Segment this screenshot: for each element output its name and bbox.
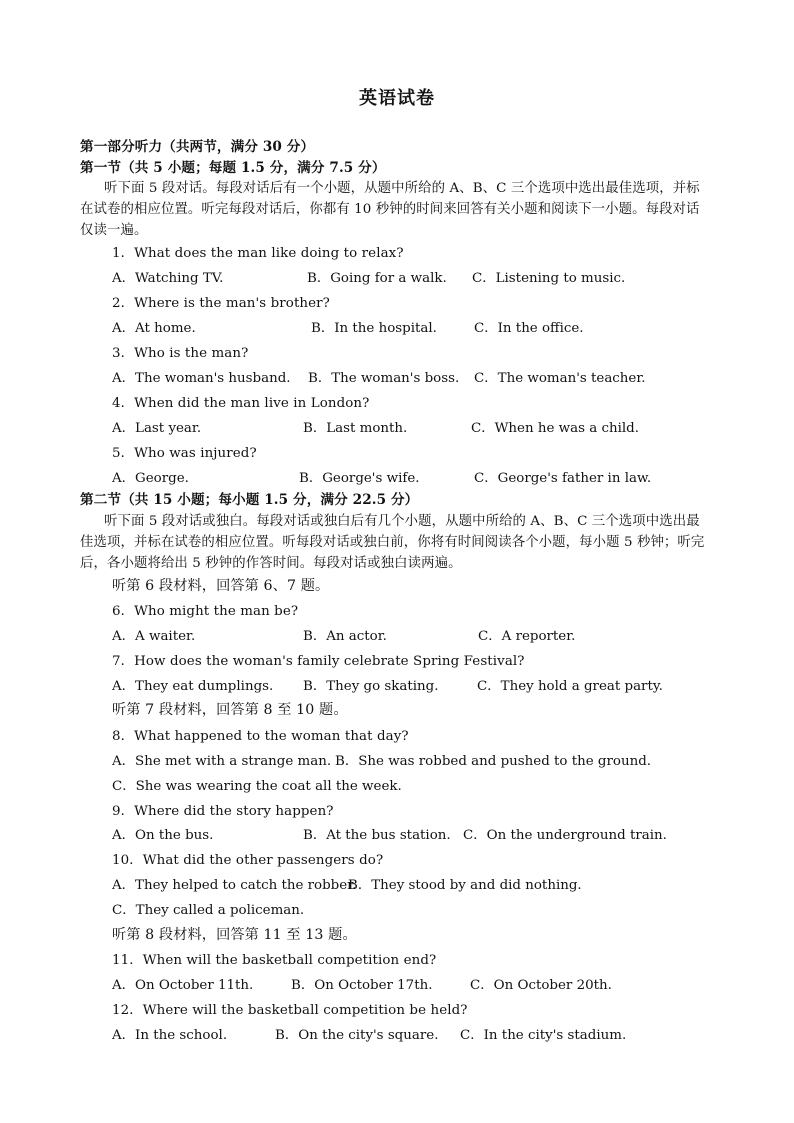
section2-heading: 第二节（共 15 小题；每小题 1.5 分，满分 22.5 分） [80, 492, 419, 508]
option-c: C．On the underground train. [463, 828, 667, 843]
question-stem: 8．What happened to the woman that day? [112, 729, 409, 744]
option-c: C．In the city's stadium. [460, 1028, 627, 1043]
option-c: C．They hold a great party. [477, 679, 663, 694]
option-a: A．Last year. [112, 421, 202, 436]
option-b: B．In the hospital. [311, 321, 437, 336]
option-a: A．At home. [112, 321, 196, 336]
option-c: C．George's father in law. [474, 471, 652, 486]
option-a: A．George. [112, 471, 189, 486]
option-c: C．A reporter. [478, 629, 576, 644]
option-c: C．When he was a child. [471, 421, 639, 436]
option-a: A．They eat dumplings. [112, 679, 274, 694]
question-stem: 10．What did the other passengers do? [112, 853, 384, 868]
option-c: C．Listening to music. [472, 271, 626, 286]
option-b: B．On October 17th. [291, 978, 433, 993]
question-stem: 7．How does the woman's family celebrate Spring Festival? [112, 654, 525, 669]
section1-heading: 第一节（共 5 小题；每题 1.5 分，满分 7.5 分） [80, 160, 386, 176]
option-a: A．She met with a strange man. [112, 754, 332, 769]
option-a: A．On the bus. [112, 828, 214, 843]
section2-instruction-line: 听下面 5 段对话或独白。每段对话或独白后有几个小题，从题中所给的 A、B、C 三个选项中选出最 [104, 514, 700, 529]
option-c: C．They called a policeman. [112, 903, 305, 918]
question-stem: 3．Who is the man? [112, 346, 249, 361]
page-title: 英语试卷 [359, 88, 435, 109]
option-a: A．The woman's husband. [112, 371, 291, 386]
material-direction: 听第 8 段材料，回答第 11 至 13 题。 [112, 927, 357, 943]
option-b: B．The woman's boss. [308, 371, 460, 386]
question-stem: 9．Where did the story happen? [112, 804, 334, 819]
option-b: B．She was robbed and pushed to the ground. [335, 754, 652, 769]
question-stem: 1．What does the man like doing to relax? [112, 246, 404, 261]
section2-instruction-line: 佳选项，并标在试卷的相应位置。听每段对话或独白前，你将有时间阅读各个小题，每小题 5 秒钟；听完 [80, 535, 705, 550]
option-c: C．In the office. [474, 321, 584, 336]
option-a: A．On October 11th. [112, 978, 254, 993]
option-b: B．An actor. [303, 629, 387, 644]
option-b: B．They stood by and did nothing. [348, 878, 582, 893]
option-b: B．At the bus station. [303, 828, 451, 843]
question-stem: 11．When will the basketball competition end? [112, 953, 437, 968]
section2-instruction-line: 后，各小题将给出 5 秒钟的作答时间。每段对话或独白读两遍。 [80, 556, 462, 571]
option-a: A．In the school. [112, 1028, 228, 1043]
option-a: A．Watching TV. [112, 271, 224, 286]
option-b: B．George's wife. [299, 471, 420, 486]
section1-instruction-line: 听下面 5 段对话。每段对话后有一个小题，从题中所给的 A、B、C 三个选项中选出最佳选项，并标 [104, 181, 700, 196]
option-c: C．The woman's teacher. [474, 371, 646, 386]
option-b: B．They go skating. [303, 679, 439, 694]
question-stem: 5．Who was injured? [112, 446, 257, 461]
material-direction: 听第 6 段材料，回答第 6、7 题。 [112, 578, 330, 594]
option-a: A．They helped to catch the robber. [112, 878, 357, 893]
option-c: C．On October 20th. [470, 978, 612, 993]
question-stem: 12．Where will the basketball competition be held? [112, 1003, 468, 1018]
section1-instruction-line: 仅读一遍。 [80, 223, 148, 238]
option-c: C．She was wearing the coat all the week. [112, 779, 402, 794]
option-b: B．Last month. [303, 421, 408, 436]
option-a: A．A waiter. [112, 629, 196, 644]
question-stem: 6．Who might the man be? [112, 604, 299, 619]
question-stem: 2．Where is the man's brother? [112, 296, 330, 311]
option-b: B．Going for a walk. [307, 271, 447, 286]
section1-instruction-line: 在试卷的相应位置。听完每段对话后，你都有 10 秒钟的时间来回答有关小题和阅读下一小题。每段对话 [80, 202, 700, 217]
material-direction: 听第 7 段材料，回答第 8 至 10 题。 [112, 702, 348, 718]
option-b: B．On the city's square. [275, 1028, 439, 1043]
part1-heading: 第一部分听力（共两节，满分 30 分） [80, 139, 315, 155]
question-stem: 4．When did the man live in London? [112, 396, 370, 411]
